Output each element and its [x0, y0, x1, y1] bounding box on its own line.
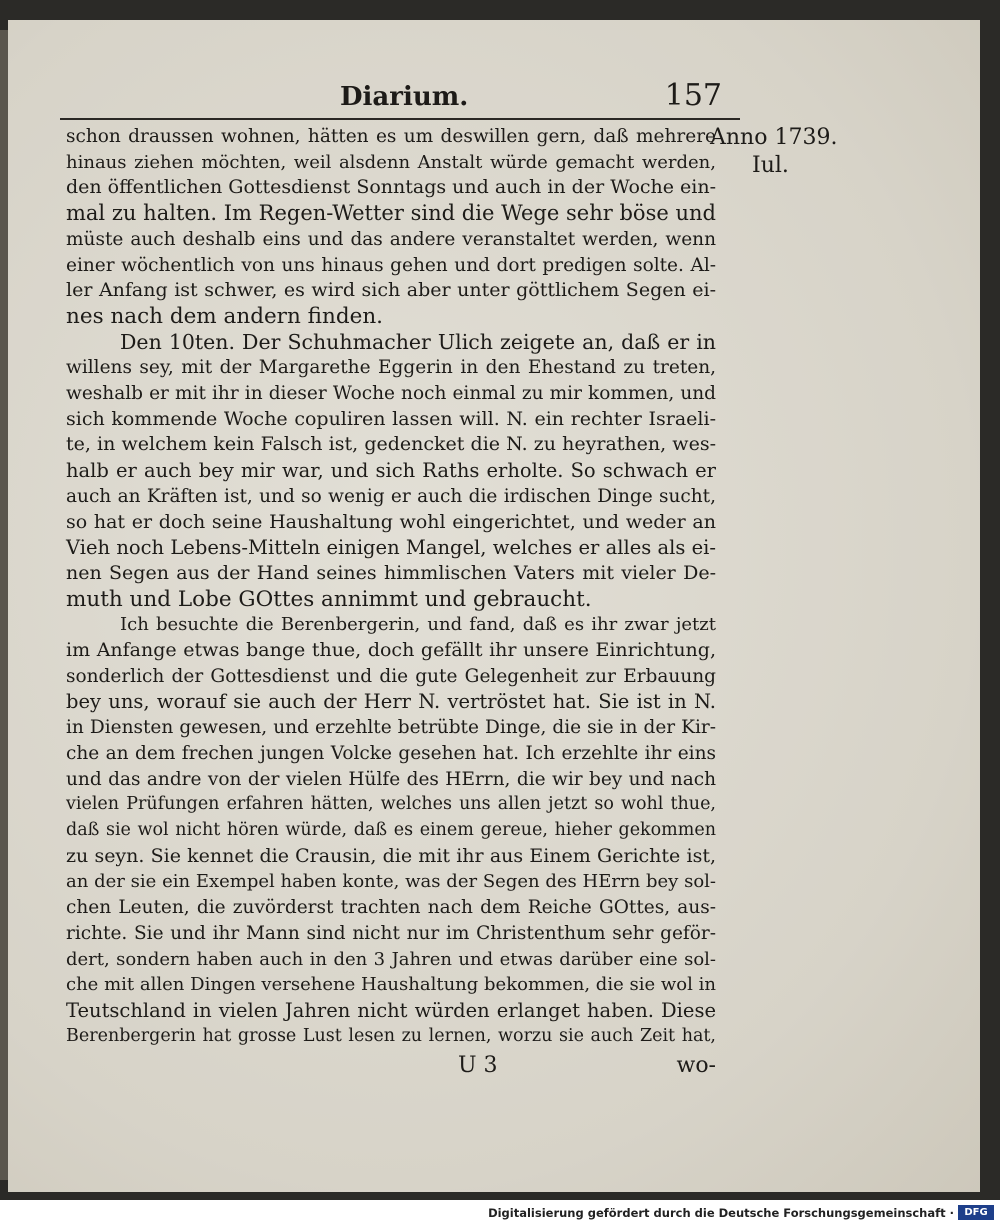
margin-notes — [710, 124, 850, 180]
text-line: Teutschland in vielen Jahren nicht würden erlanget haben. Diese — [66, 998, 716, 1022]
text-line: Vieh noch Lebens-Mitteln einigen Mangel, welches er alles als ei- — [66, 536, 716, 560]
page-footer — [66, 1053, 716, 1081]
text-line: zu seyn. Sie kennet die Crausin, die mit ihr aus Einem Gerichte ist, — [66, 844, 716, 867]
text-line: so hat er doch seine Haushaltung wohl eingerichtet, und weder an — [66, 510, 716, 533]
text-line: halb er auch bey mir war, und sich Raths erholte. So schwach er — [66, 459, 716, 483]
text-line: che mit allen Dingen versehene Haushaltung bekommen, die sie wol in — [66, 974, 716, 996]
text-line: den öffentlichen Gottesdienst Sonntags und auch in der Woche ein- — [66, 176, 717, 199]
text-line: chen Leuten, die zuvörderst trachten nach dem Reiche GOttes, aus- — [66, 897, 716, 919]
text-line: sich kommende Woche copuliren lassen will. N. ein rechter Israeli- — [66, 407, 716, 430]
text-line: che an dem frechen jungen Volcke gesehen hat. Ich erzehlte ihr eins — [66, 742, 716, 764]
text-line: und das andre von der vielen Hülfe des HErrn, die wir bey und nach — [66, 768, 716, 790]
text-line: schon draussen wohnen, hätten es um deswillen gern, daß mehrere — [66, 126, 716, 147]
page-number: 157 — [664, 78, 722, 113]
catchword: wo- — [676, 1053, 716, 1078]
text-line: dert, sondern haben auch in den 3 Jahren und etwas darüber eine sol- — [66, 948, 716, 970]
signature-mark: U 3 — [458, 1053, 498, 1078]
text-line: im Anfange etwas bange thue, doch gefällt ihr unsere Einrichtung, — [66, 639, 716, 662]
text-line: Berenbergerin hat grosse Lust lesen zu lernen, worzu sie auch Zeit hat, — [66, 1025, 716, 1046]
text-line: nes nach dem andern finden. — [66, 303, 383, 329]
credit-bar — [0, 1200, 1000, 1226]
text-line: auch an Kräften ist, und so wenig er auch die irdischen Dinge sucht, — [66, 485, 716, 507]
text-line: vielen Prüfungen erfahren hätten, welches uns allen jetzt so wohl thue, — [66, 794, 716, 815]
running-title: Diarium. — [340, 82, 469, 112]
text-line: willens sey, mit der Margarethe Eggerin in den Ehestand zu treten, — [66, 357, 716, 379]
text-line: in Diensten gewesen, und erzehlte betrübte Dinge, die sie in der Kir- — [66, 717, 716, 739]
text-line: an der sie ein Exempel haben konte, was der Segen des HErrn bey sol- — [66, 871, 716, 893]
text-line: mal zu halten. Im Regen-Wetter sind die Wege sehr böse und — [66, 201, 716, 226]
page-edge-shadow — [0, 30, 8, 1180]
text-line: sonderlich der Gottesdienst und die gute Gelegenheit zur Erbauung — [66, 665, 716, 687]
text-line: Ich besuchte die Berenbergerin, und fand, daß es ihr zwar jetzt — [120, 614, 716, 636]
text-line: weshalb er mit ihr in dieser Woche noch einmal zu mir kommen, und — [66, 383, 716, 405]
text-line: richte. Sie und ihr Mann sind nicht nur im Christenthum sehr geför- — [66, 922, 716, 944]
text-line: te, in welchem kein Falsch ist, gedencket die N. zu heyrathen, wes- — [66, 433, 716, 456]
margin-note-month: Iul. — [752, 153, 789, 178]
dfg-logo: DFG — [958, 1205, 994, 1220]
page-header — [60, 62, 740, 112]
text-line: einer wöchentlich von uns hinaus gehen und dort predigen solte. Al- — [66, 254, 716, 276]
text-line: bey uns, worauf sie auch der Herr N. vertröstet hat. Sie ist in N. — [66, 690, 716, 714]
text-line: hinaus ziehen möchten, weil alsdenn Anstalt würde gemacht werden, — [66, 151, 716, 173]
text-line: daß sie wol nicht hören würde, daß es einem gereue, hieher gekommen — [66, 819, 716, 840]
margin-note-year: Anno 1739. — [710, 125, 838, 150]
text-line: müste auch deshalb eins und das andere veranstaltet werden, wenn — [66, 228, 716, 250]
text-line: muth und Lobe GOttes annimmt und gebraucht. — [66, 586, 592, 612]
text-line: nen Segen aus der Hand seines himmlischen Vaters mit vieler De- — [66, 561, 716, 584]
text-line: Den 10ten. Der Schuhmacher Ulich zeigete an, daß er in — [120, 329, 716, 354]
credit-text: Digitalisierung gefördert durch die Deutsche Forschungsgemeinschaft · — [488, 1206, 954, 1220]
header-rule — [60, 118, 740, 120]
body-text — [66, 124, 716, 1049]
text-line: ler Anfang ist schwer, es wird sich aber unter göttlichem Segen ei- — [66, 279, 716, 302]
